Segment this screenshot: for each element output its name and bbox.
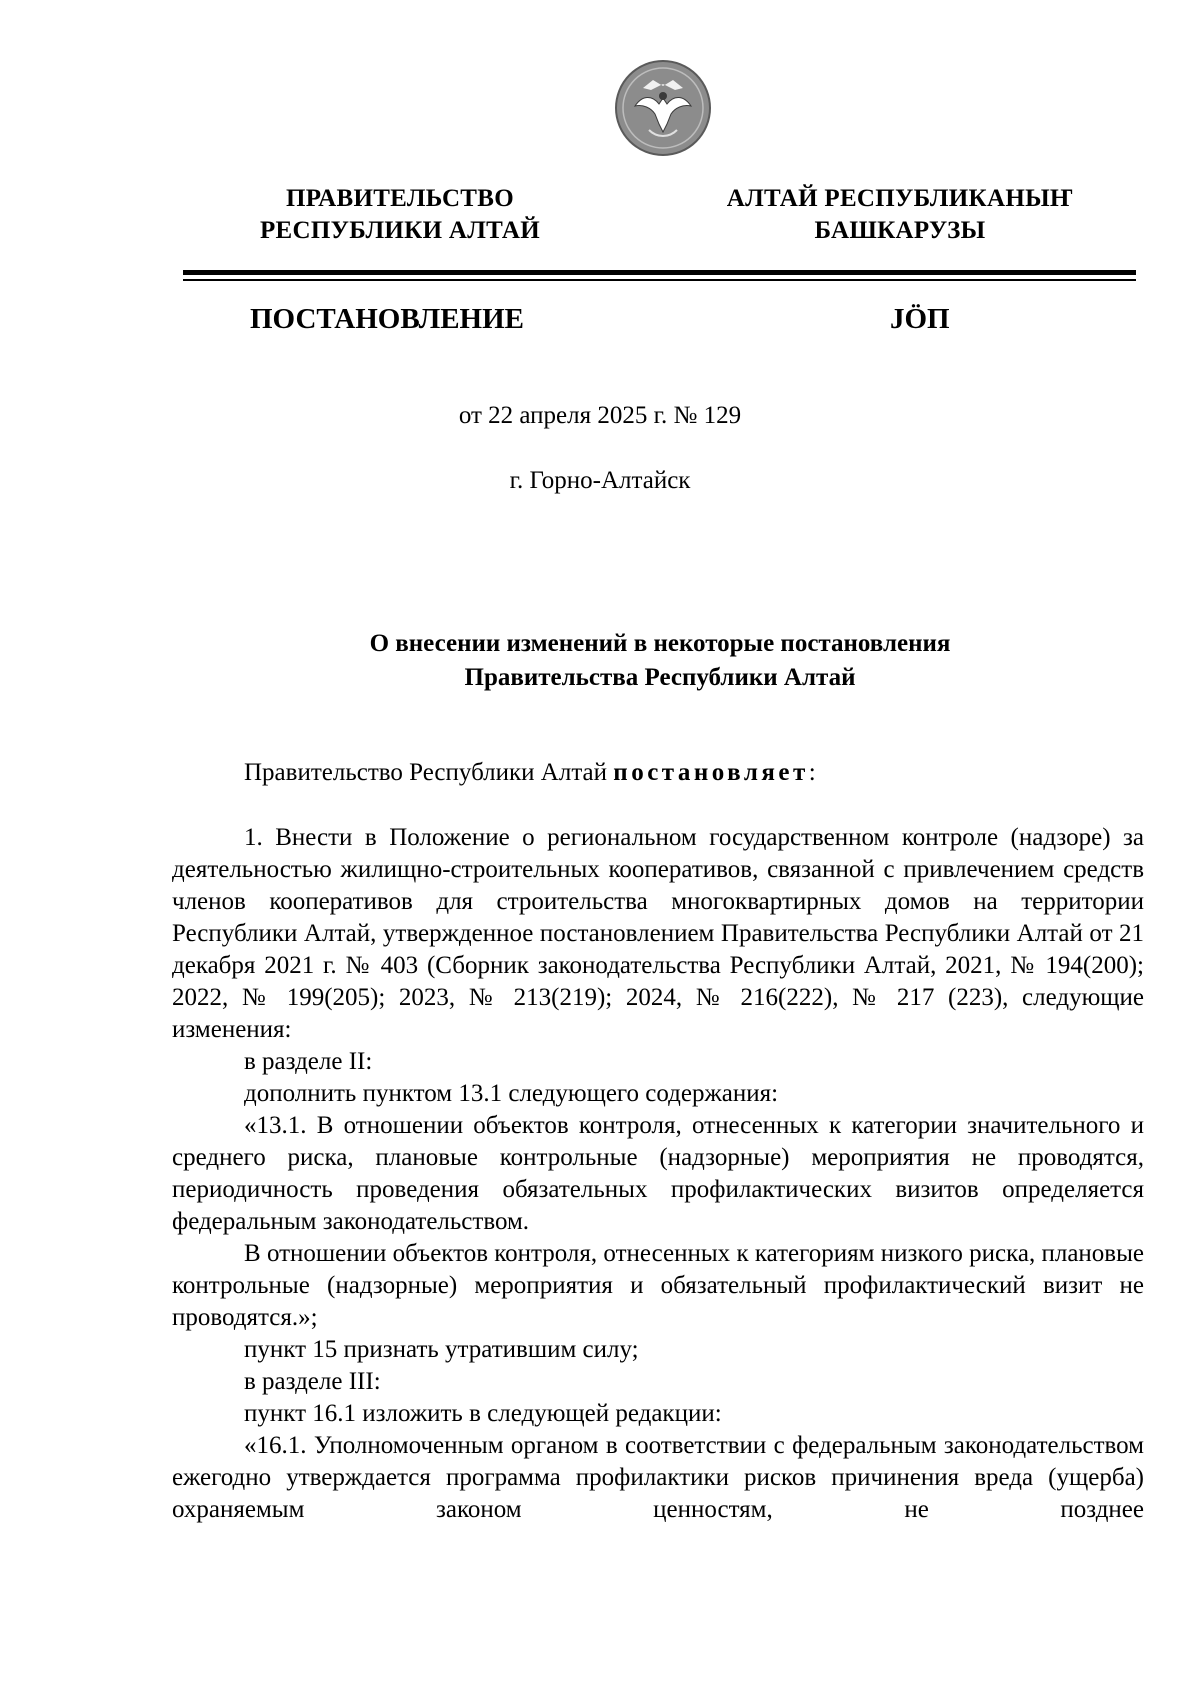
doc-type-russian: ПОСТАНОВЛЕНИЕ	[250, 303, 525, 335]
title-line2: Правительства Республики Алтай	[464, 664, 856, 691]
header-divider-thick	[183, 270, 1136, 275]
document-title	[200, 627, 1120, 695]
paragraph-item-16-1: пункт 16.1 изложить в следующей редакции:	[244, 1400, 722, 1427]
paragraph-item-15: пункт 15 признать утратившим силу;	[244, 1336, 639, 1363]
document-city: г. Горно-Алтайск	[509, 467, 691, 494]
paragraph-section-3: в разделе III:	[244, 1368, 381, 1395]
header-right-line2: БАШКАРУЗЫ	[814, 217, 986, 244]
preamble-suffix: :	[808, 759, 816, 786]
coat-of-arms-icon	[613, 58, 713, 158]
government-name-altai	[700, 183, 1100, 247]
government-name-russian	[200, 183, 600, 247]
document-date-number: от 22 апреля 2025 г. № 129	[458, 402, 742, 429]
paragraph-13-1: «13.1. В отношении объектов контроля, отнесенных к категории значительного и среднего риска, плановые контрольные (надзорные) мероприятия не проводятся, периодичность проведения обязательных профилактических визитов определяется федеральным законодательством.	[172, 1112, 1144, 1235]
header-left-line2: РЕСПУБЛИКИ АЛТАЙ	[259, 217, 540, 244]
header-left-line1: ПРАВИТЕЛЬСТВО	[286, 185, 514, 212]
doc-type-altai: JÖП	[890, 303, 950, 335]
header-right-line1: АЛТАЙ РЕСПУБЛИКАНЫҤ	[726, 185, 1074, 212]
paragraph-add-13-1: дополнить пунктом 13.1 следующего содержания:	[244, 1080, 779, 1107]
preamble-emphasis: постановляет	[613, 759, 809, 786]
document-body	[172, 757, 1144, 1526]
paragraph-16-1: «16.1. Уполномоченным органом в соответствии с федеральным законодательством ежегодно утверждается программа профилактики рисков причинения вреда (ущерба) охраняемым законом ценностям, не позднее	[172, 1432, 1144, 1523]
paragraph-section-2: в разделе II:	[244, 1048, 373, 1075]
paragraph-low-risk: В отношении объектов контроля, отнесенных к категориям низкого риска, плановые контрольные (надзорные) мероприятия и обязательный профилактический визит не проводятся.»;	[172, 1240, 1144, 1331]
header-divider-thin	[183, 279, 1136, 281]
preamble-text: Правительство Республики Алтай	[244, 759, 614, 786]
title-line1: О внесении изменений в некоторые постановления	[369, 630, 951, 657]
preamble	[172, 757, 1144, 789]
paragraph-1: 1. Внести в Положение о региональном государственном контроле (надзоре) за деятельностью жилищно-строительных кооперативов, связанной с привлечением средств членов кооперативов для строительства многоквартирных домов на территории Республики Алтай, утвержденное постановлением Правительства Республики Алтай от 21 декабря 2021 г. № 403 (Сборник законодательства Республики Алтай, 2021, № 194(200); 2022, № 199(205); 2023, № 213(219); 2024, № 216(222), № 217 (223), следующие изменения:	[172, 824, 1144, 1043]
